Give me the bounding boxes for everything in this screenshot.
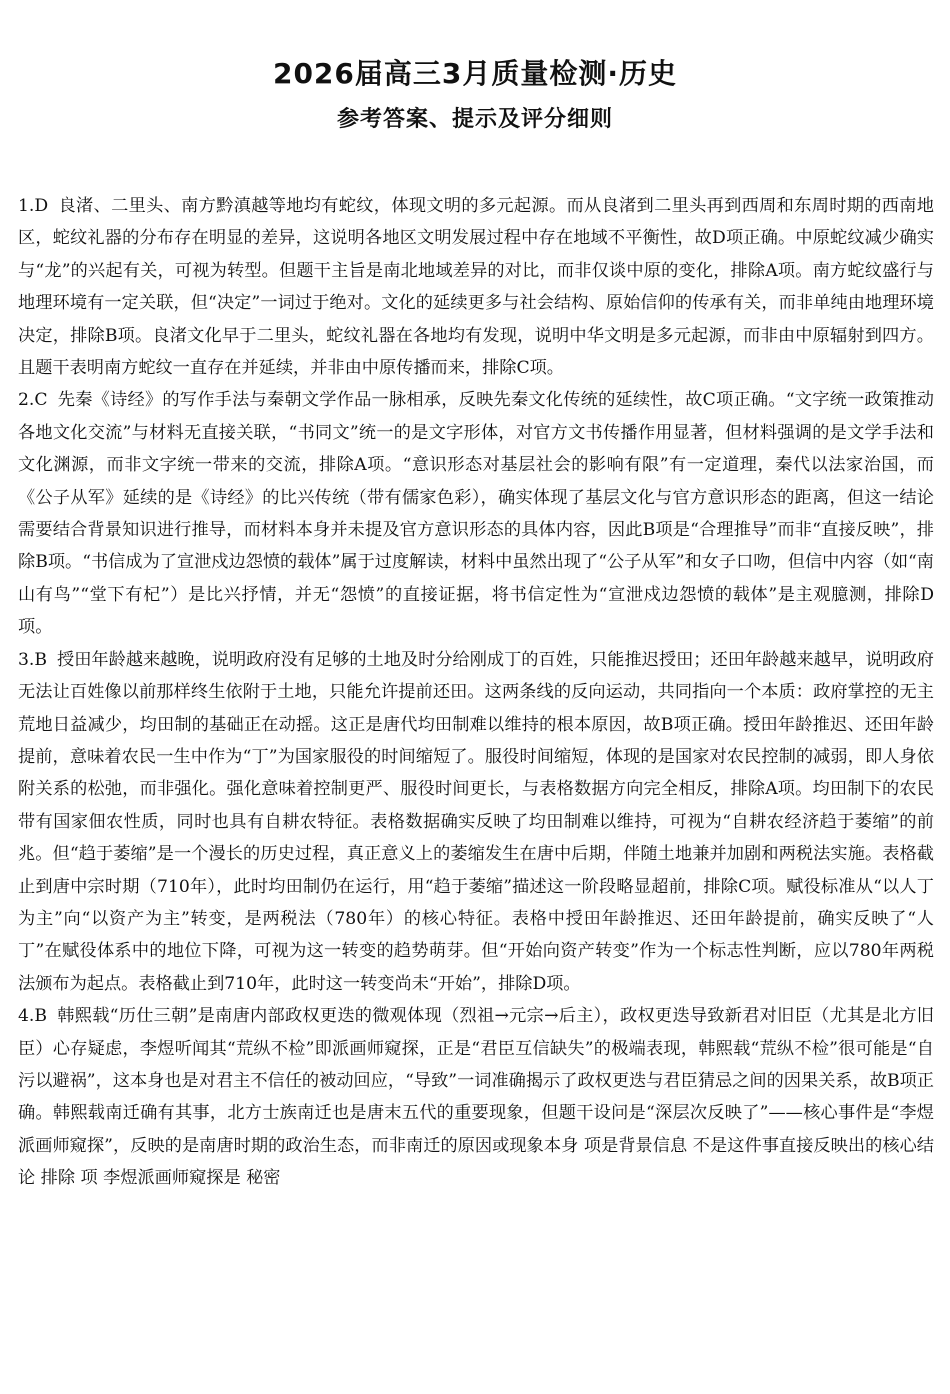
- answer-text: 良渚、二里头、南方黔滇越等地均有蛇纹，体现文明的多元起源。而从良渚到二里头再到西周和东周时期的西南地区，蛇纹礼器的分布存在明显的差异，这说明各地区文明发展过程中存在地域不平衡性，故D项正确。中原蛇纹减少确实与“龙”的兴起有关，可视为转型。但题干主旨是南北地域差异的对比，而非仅谈中原的变化，排除A项。南方蛇纹盛行与地理环境有一定关联，但“决定”一词过于绝对。文化的延续更多与社会结构、原始信仰的传承有关，而非单纯由地理环境决定，排除B项。良渚文化早于二里头，蛇纹礼器在各地均有发现，说明中华文明是多元起源，而非由中原辐射到四方。且题干表明南方蛇纹一直存在并延续，并非由中原传播而来，排除C项。: [18, 196, 934, 379]
- answer-item-4: [18, 1000, 934, 1194]
- answer-item-3: [18, 644, 934, 1000]
- answer-text: 韩熙载“历仕三朝”是南唐内部政权更迭的微观体现（烈祖→元宗→后主），政权更迭导致新君对旧臣（尤其是北方旧臣）心存疑虑，李煜听闻其“荒纵不检”即派画师窥探，正是“君臣互信缺失”的极端表现，韩熙载“荒纵不检”很可能是“自污以避祸”，这本身也是对君主不信任的被动回应，“导致”一词准确揭示了政权更迭与君臣猜忌之间的因果关系，故B项正确。韩熙载南迁确有其事，北方士族南迁也是唐末五代的重要现象，但题干设问是“深层次反映了”——核心事件是“李煜派画师窥探”，反映的是南唐时期的政治生态，而非南迁的原因或现象本身 项是背景信息 不是这件事直接反映出的核心结论 排除 项 李煜派画师窥探是 秘密: [18, 1006, 934, 1189]
- answer-text: 授田年龄越来越晚，说明政府没有足够的土地及时分给刚成丁的百姓，只能推迟授田；还田年龄越来越早，说明政府无法让百姓像以前那样终生依附于土地，只能允许提前还田。这两条线的反向运动，共同指向一个本质：政府掌控的无主荒地日益减少，均田制的基础正在动摇。这正是唐代均田制难以维持的根本原因，故B项正确。授田年龄推迟、还田年龄提前，意味着农民一生中作为“丁”为国家服役的时间缩短了。服役时间缩短，体现的是国家对农民控制的减弱，即人身依附关系的松弛，而非强化。强化意味着控制更严、服役时间更长，与表格数据方向完全相反，排除A项。均田制下的农民带有国家佃农性质，同时也具有自耕农特征。表格数据确实反映了均田制难以维持，可视为“自耕农经济趋于萎缩”的前兆。但“趋于萎缩”是一个漫长的历史过程，真正意义上的萎缩发生在唐中后期，伴随土地兼并加剧和两税法实施。表格截止到唐中宗时期（710年），此时均田制仍在运行，用“趋于萎缩”描述这一阶段略显超前，排除C项。赋役标准从“以人丁为主”向“以资产为主”转变，是两税法（780年）的核心特征。表格中授田年龄推迟、还田年龄提前，确实反映了“人丁”在赋役体系中的地位下降，可视为这一转变的趋势萌芽。但“开始向资产转变”作为一个标志性判断，应以780年两税法颁布为起点。表格截止到710年，此时这一转变尚未“开始”，排除D项。: [18, 649, 934, 994]
- answer-text: 先秦《诗经》的写作手法与秦朝文学作品一脉相承，反映先秦文化传统的延续性，故C项正确。“文字统一政策推动各地文化交流”与材料无直接关联，“书同文”统一的是文字形体，对官方文书传播作用显著，但材料强调的是文学手法和文化渊源，而非文字统一带来的交流，排除A项。“意识形态对基层社会的影响有限”有一定道理，秦代以法家治国，而《公子从军》延续的是《诗经》的比兴传统（带有儒家色彩），确实体现了基层文化与官方意识形态的距离，但这一结论需要结合背景知识进行推导，而材料本身并未提及官方意识形态的具体内容，因此B项是“合理推导”而非“直接反映”，排除B项。“书信成为了宣泄戍边怨愤的载体”属于过度解读，材料中虽然出现了“公子从军”和女子口吻，但信中内容（如“南山有鸟”“堂下有杞”）是比兴抒情，并无“怨愤”的直接证据，将书信定性为“宣泄戍边怨愤的载体”是主观臆测，排除D项。: [18, 390, 934, 638]
- answer-label: 2.C: [18, 390, 48, 411]
- answer-label: 4.B: [18, 1006, 48, 1027]
- page-title: 2026届高三3月质量检测·历史: [272, 57, 678, 90]
- answer-label: 3.B: [18, 649, 48, 670]
- answer-item-2: [18, 384, 934, 643]
- answers-list: [18, 190, 934, 1195]
- answer-item-1: [18, 190, 934, 384]
- answer-label: 1.D: [18, 196, 49, 216]
- page-subtitle: 参考答案、提示及评分细则: [336, 107, 613, 132]
